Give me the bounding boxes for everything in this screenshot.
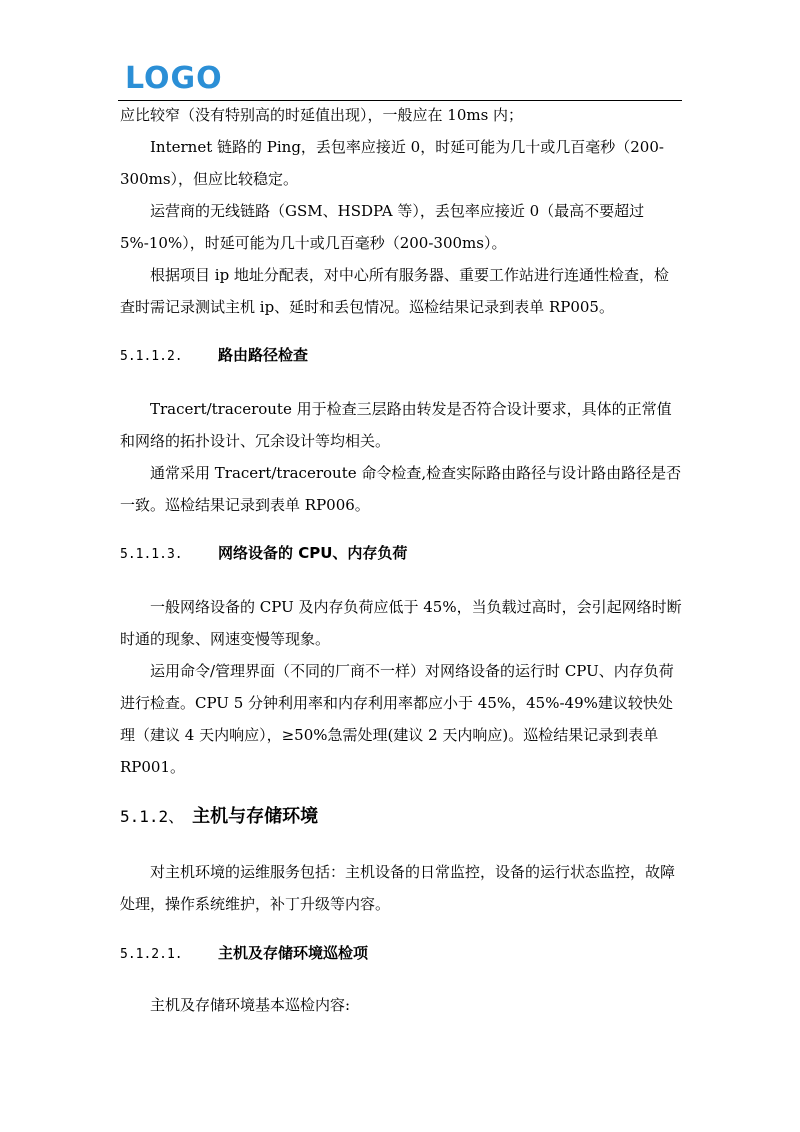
paragraph-cpu-check: 运用命令/管理界面（不同的厂商不一样）对网络设备的运行时 CPU、内存负荷进行检查。CPU 5 分钟利用率和内存利用率都应小于 45%，45%-49%建议较快处理（建议 4 天内响应），≥50%急需处理(建议 2 天内响应)。巡检结果记录到表单 RP001。 [120,662,674,776]
heading-number: 5.1.2.1. [120,947,183,962]
paragraph-inspection-items: 主机及存储环境基本巡检内容: [150,996,351,1014]
paragraph-host-services: 对主机环境的运维服务包括：主机设备的日常监控，设备的运行状态监控，故障处理，操作系统维护，补丁升级等内容。 [120,863,676,913]
logo: LOGO [125,61,223,96]
heading-host-inspection [120,943,682,965]
heading-host-storage [120,804,682,830]
paragraph-connectivity-check: 根据项目 ip 地址分配表，对中心所有服务器、重要工作站进行连通性检查，检查时需记录测试主机 ip、延时和丢包情况。巡检结果记录到表单 RP005。 [120,266,669,316]
paragraph-tracert-usage: 通常采用 Tracert/traceroute 命令检查,检查实际路由路径与设计路由路径是否一致。巡检结果记录到表单 RP006。 [120,464,682,514]
heading-number: 5.1.1.2. [120,349,183,364]
paragraph-latency-narrow: 应比较窄（没有特别高的时延值出现），一般应在 10ms 内； [120,106,524,124]
heading-title: 路由路径检查 [218,346,309,364]
paragraph-wireless-link: 运营商的无线链路（GSM、HSDPA 等），丢包率应接近 0（最高不要超过 5%-10%），时延可能为几十或几百毫秒（200-300ms）。 [120,202,645,252]
heading-title: 网络设备的 CPU、内存负荷 [218,544,408,562]
heading-route-check [120,345,682,367]
heading-cpu-memory [120,543,682,565]
heading-number: 5.1.2、 [120,807,185,826]
heading-number: 5.1.1.3. [120,547,183,562]
paragraph-tracert-purpose: Tracert/traceroute 用于检查三层路由转发是否符合设计要求，具体的正常值和网络的拓扑设计、冗余设计等均相关。 [120,400,672,450]
paragraph-internet-ping: Internet 链路的 Ping，丢包率应接近 0，时延可能为几十或几百毫秒（200-300ms），但应比较稳定。 [120,138,664,188]
paragraph-cpu-threshold: 一般网络设备的 CPU 及内存负荷应低于 45%，当负载过高时，会引起网络时断时通的现象、网速变慢等现象。 [120,598,682,648]
heading-title: 主机及存储环境巡检项 [218,944,369,962]
heading-title: 主机与存储环境 [192,806,319,827]
